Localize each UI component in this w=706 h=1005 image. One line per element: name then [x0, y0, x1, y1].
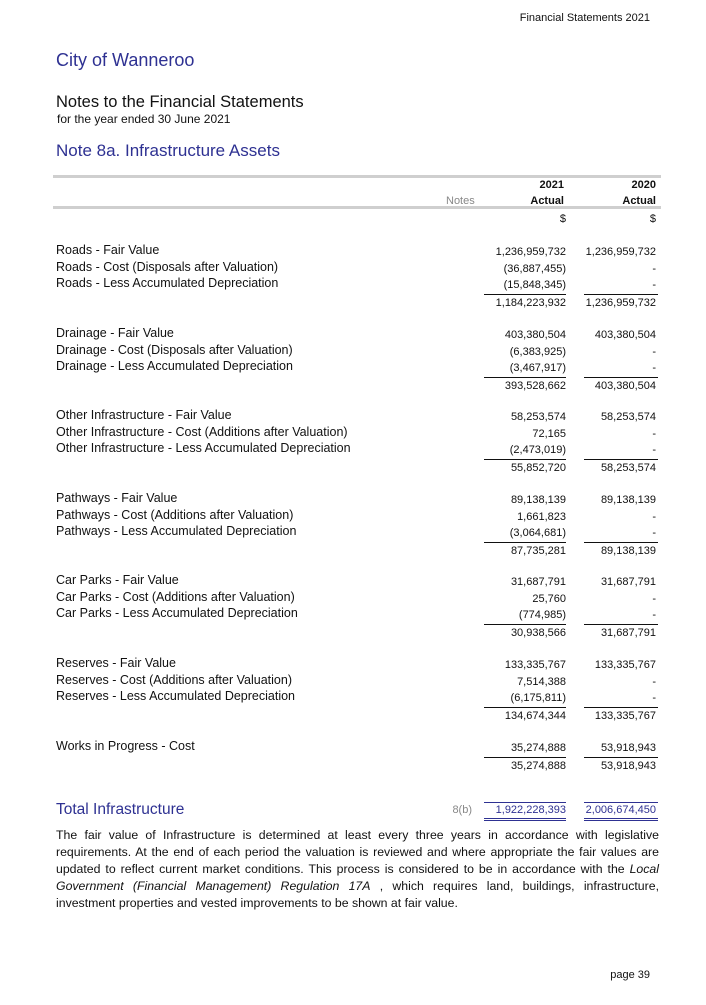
subtotal-rule-2020 — [584, 542, 658, 543]
row-value-2020: - — [652, 427, 656, 440]
paragraph-regulation: Local Government (Financial Management) Regulation 17A — [56, 862, 659, 893]
row-value-2020: 53,918,943 — [600, 742, 656, 754]
table-row — [0, 508, 706, 524]
row-value-2021: 25,760 — [532, 592, 566, 605]
page-number: page 39 — [610, 969, 650, 981]
row-value-2021: (6,383,925) — [509, 345, 566, 358]
row-value-2020: - — [652, 345, 656, 358]
fair-value-paragraph — [56, 827, 659, 912]
column-year-2021: 2021 — [539, 179, 564, 191]
row-value-2021: 403,380,504 — [504, 329, 566, 341]
row-value-2020: 31,687,791 — [600, 576, 656, 588]
total-double-rule-2020-b — [584, 820, 658, 821]
document-header-title: Financial Statements 2021 — [519, 12, 650, 24]
row-value-2020: 133,335,767 — [594, 659, 656, 671]
column-actual-2020: Actual — [622, 195, 656, 207]
row-label: Pathways - Fair Value — [56, 491, 178, 505]
subtotal-rule-2021 — [484, 459, 566, 460]
subtotal-row — [0, 545, 706, 561]
subtotal-value-2020: 133,335,767 — [594, 710, 656, 723]
table-row — [0, 343, 706, 359]
total-value-2021: 1,922,228,393 — [495, 804, 566, 816]
row-label: Roads - Fair Value — [56, 243, 160, 257]
row-value-2021: 89,138,139 — [510, 494, 566, 506]
table-row — [0, 524, 706, 540]
row-label: Other Infrastructure - Fair Value — [56, 408, 232, 422]
subtotal-value-2021: 393,528,662 — [504, 380, 566, 393]
row-value-2021: (6,175,811) — [510, 692, 566, 705]
subtotal-value-2021: 35,274,888 — [510, 760, 566, 772]
column-actual-2021: Actual — [530, 195, 564, 207]
row-value-2020: 58,253,574 — [600, 411, 656, 423]
row-value-2020: - — [652, 279, 656, 292]
row-value-2020: - — [652, 510, 656, 523]
subtotal-value-2020: 58,253,574 — [600, 462, 656, 475]
currency-2020: $ — [649, 213, 656, 225]
subtotal-row — [0, 710, 706, 726]
note-heading: Note 8a. Infrastructure Assets — [56, 141, 280, 160]
row-label: Car Parks - Cost (Additions after Valuation) — [56, 589, 295, 604]
table-row — [0, 260, 706, 276]
table-row — [0, 441, 706, 457]
subtotal-rule-2020 — [584, 624, 658, 625]
table-row — [0, 326, 706, 342]
row-label: Pathways - Less Accumulated Depreciation — [56, 524, 297, 539]
total-double-rule-2020-a — [584, 818, 658, 819]
table-row — [0, 491, 706, 507]
total-value-2020: 2,006,674,450 — [585, 804, 656, 816]
row-label: Drainage - Less Accumulated Depreciation — [56, 359, 293, 374]
row-value-2020: - — [652, 444, 656, 457]
row-value-2021: 1,236,959,732 — [495, 246, 566, 258]
subtotal-value-2020: 1,236,959,732 — [585, 297, 656, 310]
paragraph-text-1: The fair value of Infrastructure is determined at least every three years in accordance with legislative requirements. At the end of each period the valuation is reviewed and where appropriate the fair values are updated to reflect current market conditions. This process is considered to be in accordance with the — [56, 828, 659, 876]
row-value-2020: 89,138,139 — [600, 494, 656, 506]
row-value-2020: - — [652, 592, 656, 605]
total-label: Total Infrastructure — [56, 801, 185, 818]
row-value-2021: 58,253,574 — [510, 411, 566, 423]
subtotal-value-2020: 53,918,943 — [600, 760, 656, 772]
row-label: Roads - Less Accumulated Depreciation — [56, 276, 279, 291]
total-top-rule-2021 — [484, 802, 566, 803]
row-label: Reserves - Fair Value — [56, 656, 176, 670]
subtotal-rule-2021 — [484, 624, 566, 625]
table-row — [0, 590, 706, 606]
row-label: Drainage - Fair Value — [56, 326, 174, 340]
subtotal-rule-2020 — [584, 707, 658, 708]
table-row — [0, 606, 706, 622]
row-label: Reserves - Cost (Additions after Valuation) — [56, 672, 292, 687]
table-row — [0, 425, 706, 441]
row-value-2020: - — [652, 362, 656, 375]
row-value-2020: - — [652, 675, 656, 688]
subtotal-row — [0, 760, 706, 776]
column-year-2020: 2020 — [631, 179, 656, 191]
subtotal-rule-2020 — [584, 459, 658, 460]
row-value-2021: (36,887,455) — [503, 262, 566, 275]
subtotal-row — [0, 297, 706, 313]
subtotal-rule-2020 — [584, 757, 658, 758]
row-value-2021: (2,473,019) — [509, 444, 566, 457]
row-value-2020: - — [652, 609, 656, 622]
table-row — [0, 739, 706, 755]
table-row — [0, 276, 706, 292]
total-top-rule-2020 — [584, 802, 658, 803]
subtotal-value-2020: 31,687,791 — [600, 627, 656, 640]
row-label: Other Infrastructure - Less Accumulated Depreciation — [56, 441, 351, 456]
row-label: Car Parks - Fair Value — [56, 573, 179, 587]
row-label: Drainage - Cost (Disposals after Valuation) — [56, 342, 293, 357]
table-row — [0, 689, 706, 705]
subtotal-rule-2021 — [484, 377, 566, 378]
table-row — [0, 243, 706, 259]
column-notes: Notes — [446, 195, 475, 207]
row-value-2021: 35,274,888 — [510, 742, 566, 754]
subtotal-rule-2021 — [484, 757, 566, 758]
subtotal-value-2021: 1,184,223,932 — [495, 297, 566, 310]
reporting-period: for the year ended 30 June 2021 — [57, 112, 231, 126]
row-value-2021: 1,661,823 — [517, 510, 566, 523]
subtotal-rule-2020 — [584, 294, 658, 295]
table-row — [0, 573, 706, 589]
row-value-2020: 403,380,504 — [594, 329, 656, 341]
subtotal-rule-2021 — [484, 542, 566, 543]
subtotal-value-2020: 89,138,139 — [600, 545, 656, 558]
table-row — [0, 673, 706, 689]
row-value-2020: - — [652, 527, 656, 540]
row-label: Works in Progress - Cost — [56, 739, 195, 753]
row-value-2021: (15,848,345) — [503, 279, 566, 292]
currency-2021: $ — [559, 213, 566, 225]
subtotal-row — [0, 462, 706, 478]
row-value-2021: 31,687,791 — [510, 576, 566, 588]
subtotal-row — [0, 627, 706, 643]
paragraph-text-2: , which requires land, buildings, infrastructure, investment properties and vested improvements to be shown at fair value. — [56, 879, 660, 910]
table-row — [0, 359, 706, 375]
subtotal-rule-2020 — [584, 377, 658, 378]
notes-title: Notes to the Financial Statements — [56, 93, 304, 111]
row-label: Pathways - Cost (Additions after Valuation) — [56, 507, 294, 522]
row-value-2020: - — [652, 692, 656, 705]
subtotal-value-2021: 134,674,344 — [504, 710, 566, 723]
total-double-rule-2021-a — [484, 818, 566, 819]
row-value-2021: 133,335,767 — [504, 659, 566, 671]
row-value-2020: 1,236,959,732 — [585, 246, 656, 258]
subtotal-value-2021: 55,852,720 — [510, 462, 566, 475]
subtotal-rule-2021 — [484, 294, 566, 295]
subtotal-value-2021: 87,735,281 — [510, 545, 566, 558]
subtotal-value-2021: 30,938,566 — [510, 627, 566, 640]
subtotal-rule-2021 — [484, 707, 566, 708]
subtotal-row — [0, 380, 706, 396]
row-value-2021: (774,985) — [518, 609, 566, 622]
row-value-2021: (3,064,681) — [509, 527, 566, 540]
row-value-2021: (3,467,917) — [509, 362, 566, 375]
organisation-name: City of Wanneroo — [56, 50, 195, 70]
column-header-top-rule — [53, 175, 661, 178]
row-value-2020: - — [652, 262, 656, 275]
table-row — [0, 408, 706, 424]
row-label: Reserves - Less Accumulated Depreciation — [56, 689, 296, 704]
subtotal-value-2020: 403,380,504 — [594, 380, 656, 393]
row-label: Other Infrastructure - Cost (Additions after Valuation) — [56, 424, 348, 439]
row-value-2021: 72,165 — [532, 427, 566, 440]
table-row — [0, 656, 706, 672]
row-label: Roads - Cost (Disposals after Valuation) — [56, 259, 279, 274]
row-label: Car Parks - Less Accumulated Depreciation — [56, 606, 298, 621]
total-double-rule-2021-b — [484, 820, 566, 821]
total-note-ref: 8(b) — [452, 804, 472, 816]
row-value-2021: 7,514,388 — [517, 675, 566, 688]
